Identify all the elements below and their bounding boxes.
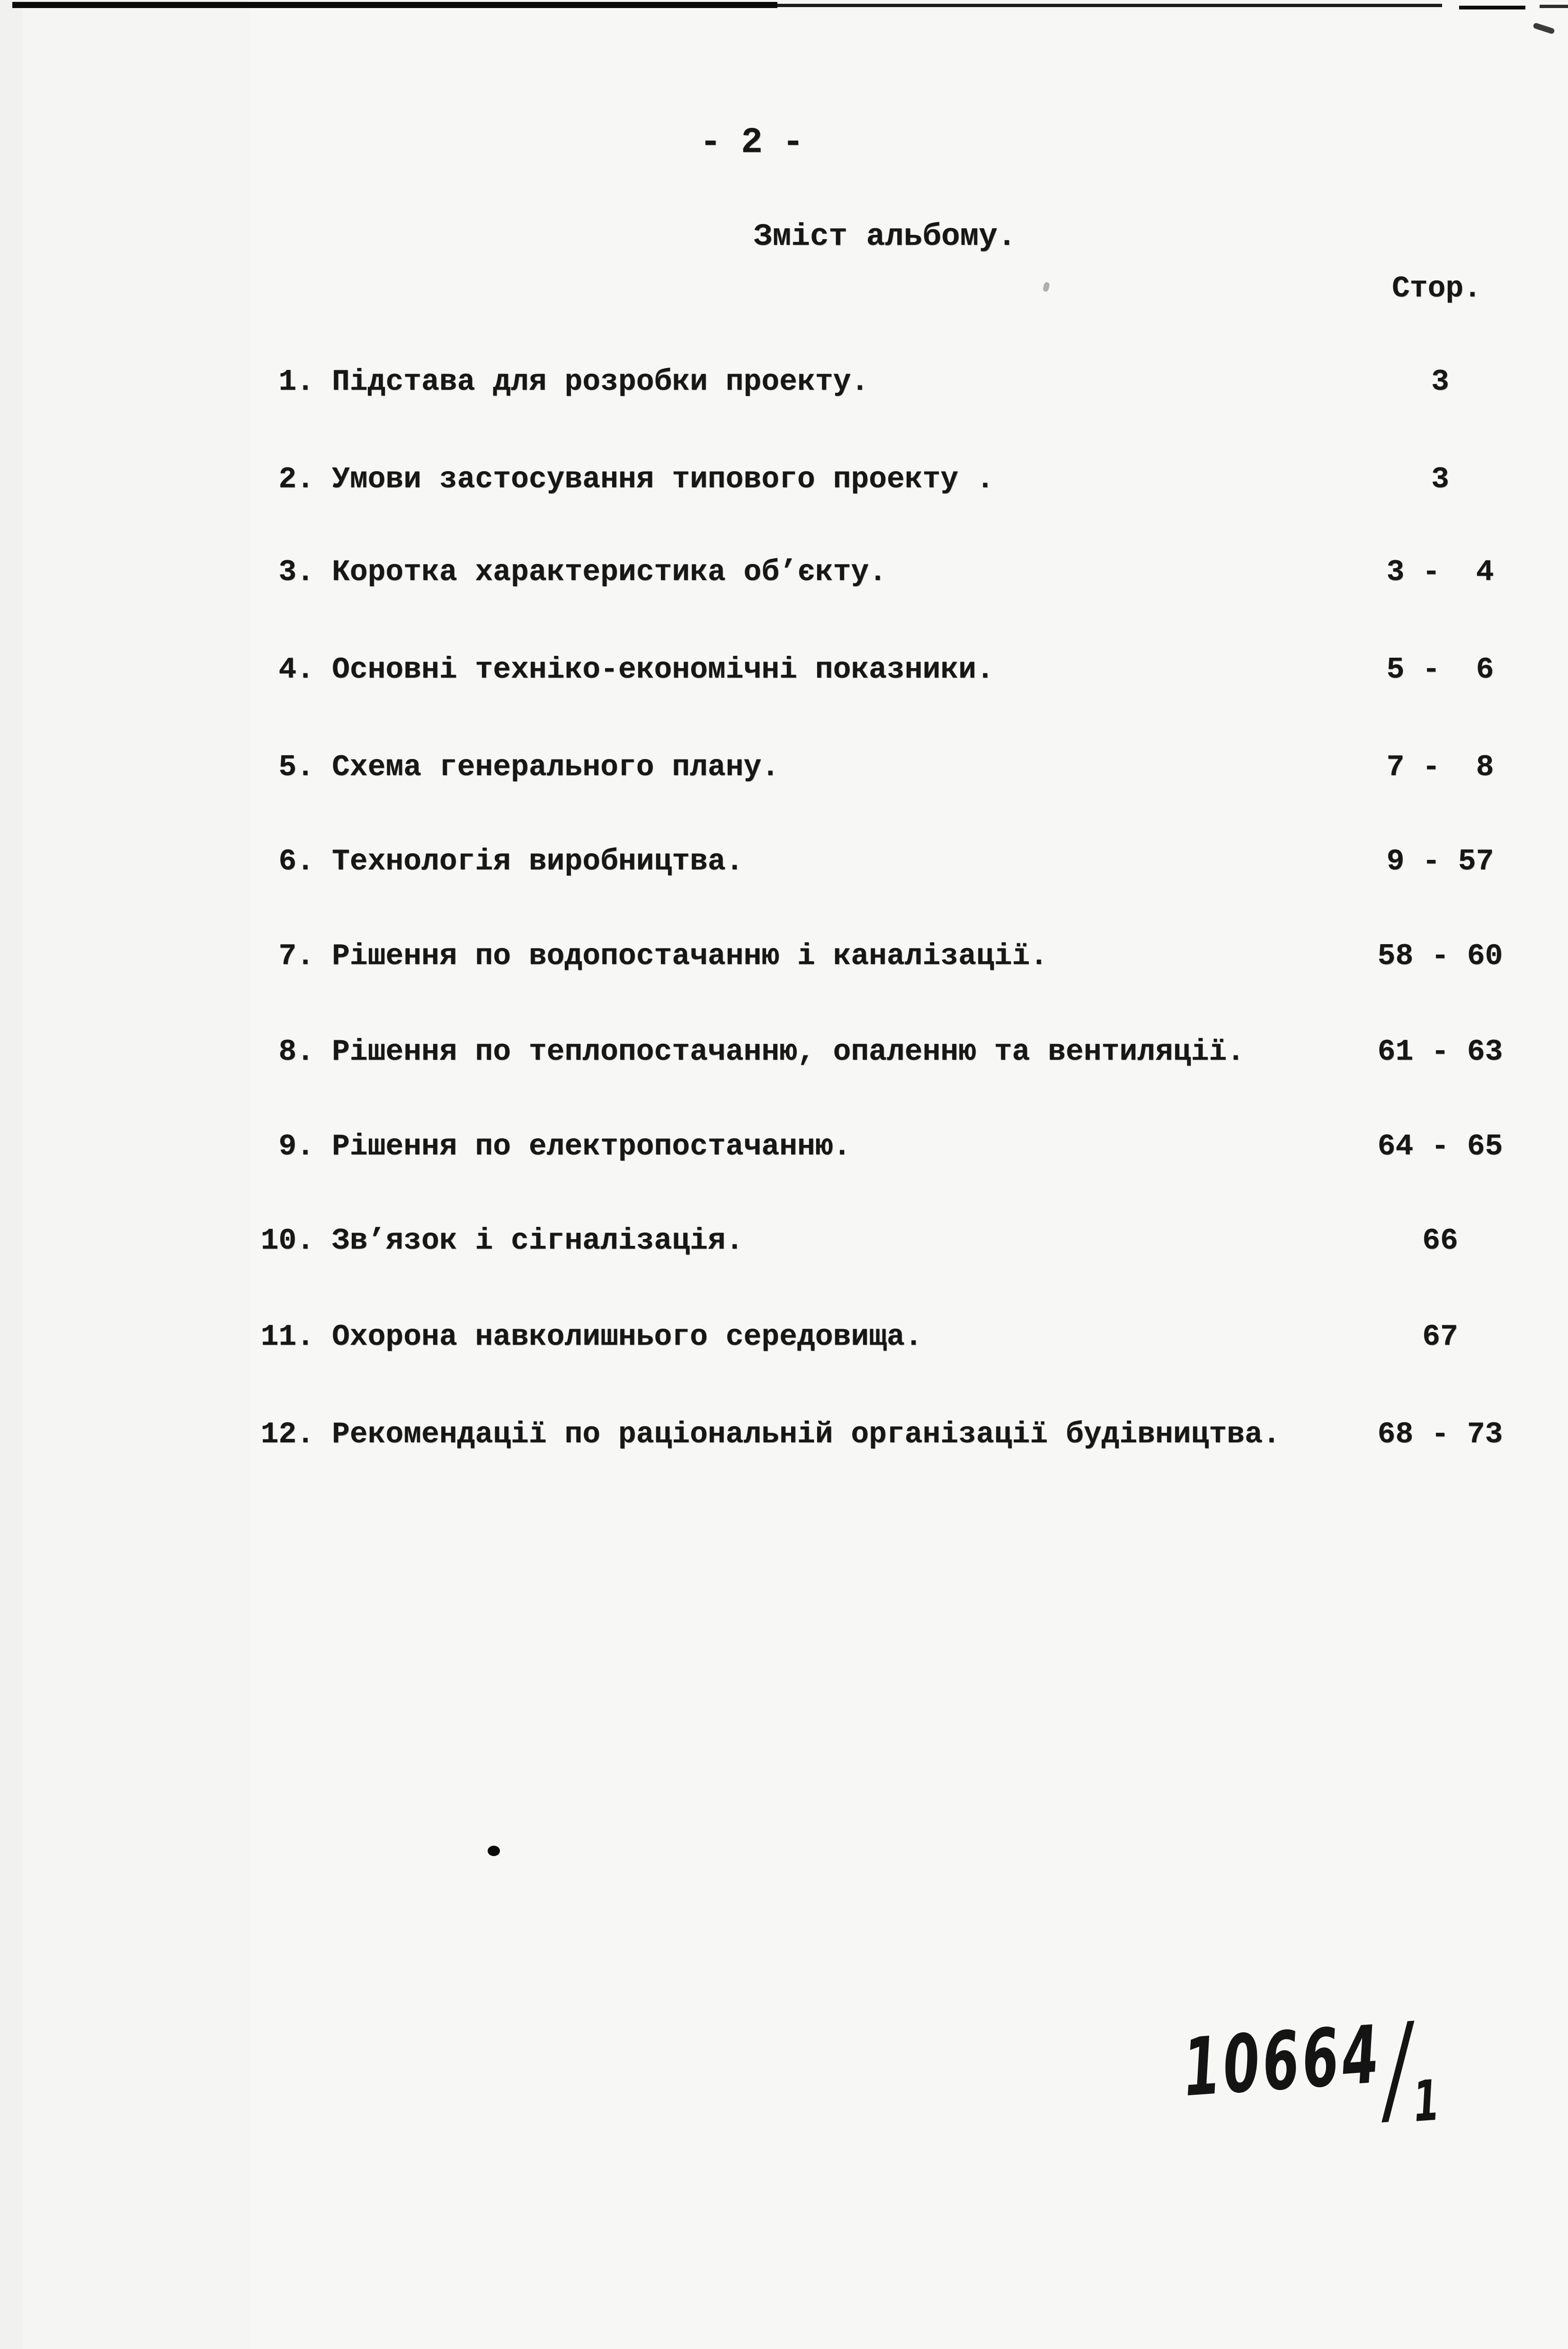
scan-artifact-faint-mark [1042,282,1050,292]
toc-item-pages: 3 - 4 [1386,555,1494,589]
toc-item-title: Рішення по водопостачанню і каналізації. [332,939,1048,973]
toc-item-pages: 61 - 63 [1377,1035,1503,1069]
toc-item-pages: 58 - 60 [1377,939,1503,973]
toc-item-title: Підстава для розробки проекту. [332,365,869,399]
toc-item-pages: 3 [1431,463,1449,496]
scan-artifact-topline [777,4,1442,7]
scan-artifact-topline-dash [1459,6,1525,9]
toc-item-title: Технологія виробництва. [332,845,744,878]
toc-item-number: 11. [260,1320,314,1354]
toc-item-title: Рекомендації по раціональній організації будівництва. [332,1418,1281,1451]
toc-item-number: 3. [278,555,314,589]
toc-item-title: Основні техніко-економічні показники. [332,653,994,687]
toc-row [254,553,1514,592]
toc-row [254,1317,1514,1357]
toc-item-pages: 64 - 65 [1377,1130,1503,1163]
toc-item-number: 8. [278,1035,314,1069]
toc-item-title: Охорона навколишнього середовища. [332,1320,923,1354]
handwritten-slash: / [1379,1997,1416,2140]
toc-item-number: 5. [278,750,314,784]
toc-item-title: Зв’язок і сігналізація. [332,1224,744,1258]
toc-item-pages: 9 - 57 [1386,845,1494,878]
toc-row [254,1415,1514,1455]
page-edge-shade [0,0,23,2349]
toc-row [254,1032,1514,1072]
toc-row [254,1127,1514,1167]
scan-artifact-tick [1532,22,1555,35]
toc-item-pages: 67 [1422,1320,1458,1354]
scan-artifact-ink-dot [488,1846,500,1856]
handwritten-suffix: 1 [1411,2067,1442,2135]
toc-item-number: 4. [278,653,314,687]
toc-row [254,937,1514,976]
toc-item-number: 2. [278,463,314,496]
toc-row [254,1221,1514,1261]
toc-row [254,748,1514,787]
toc-item-pages: 3 [1431,365,1449,399]
toc-item-title: Схема генерального плану. [332,750,780,784]
toc-row [254,650,1514,690]
page-number: - 2 - [700,122,803,163]
toc-item-number: 10. [260,1224,314,1258]
page-title: Зміст альбому. [754,219,1016,254]
toc-item-number: 6. [278,845,314,878]
toc-item-pages: 5 - 6 [1386,653,1494,687]
toc-row [254,460,1514,500]
toc-item-number: 9. [278,1130,314,1163]
toc-item-title: Рішення по електропостачанню. [332,1130,851,1163]
toc-item-number: 12. [260,1418,314,1451]
toc-item-number: 1. [278,365,314,399]
scan-artifact-topline-dash [1540,5,1568,8]
toc-item-pages: 7 - 8 [1386,750,1494,784]
toc-item-pages: 66 [1422,1224,1458,1258]
toc-item-pages: 68 - 73 [1377,1418,1503,1451]
page-tone-strip [23,0,250,2349]
toc-row [254,362,1514,402]
toc-item-title: Умови застосування типового проекту . [332,463,994,496]
toc-item-title: Коротка характеристика об’єкту. [332,555,887,589]
toc-row [254,842,1514,882]
scan-artifact-topline [12,2,777,8]
pages-column-header: Стор. [1392,272,1482,305]
toc-item-title: Рішення по теплопостачанню, опаленню та вентиляції. [332,1035,1245,1069]
handwritten-inventory-number [1180,1996,1442,2154]
handwritten-number: 10664 [1180,2008,1385,2115]
toc-item-number: 7. [278,939,314,973]
